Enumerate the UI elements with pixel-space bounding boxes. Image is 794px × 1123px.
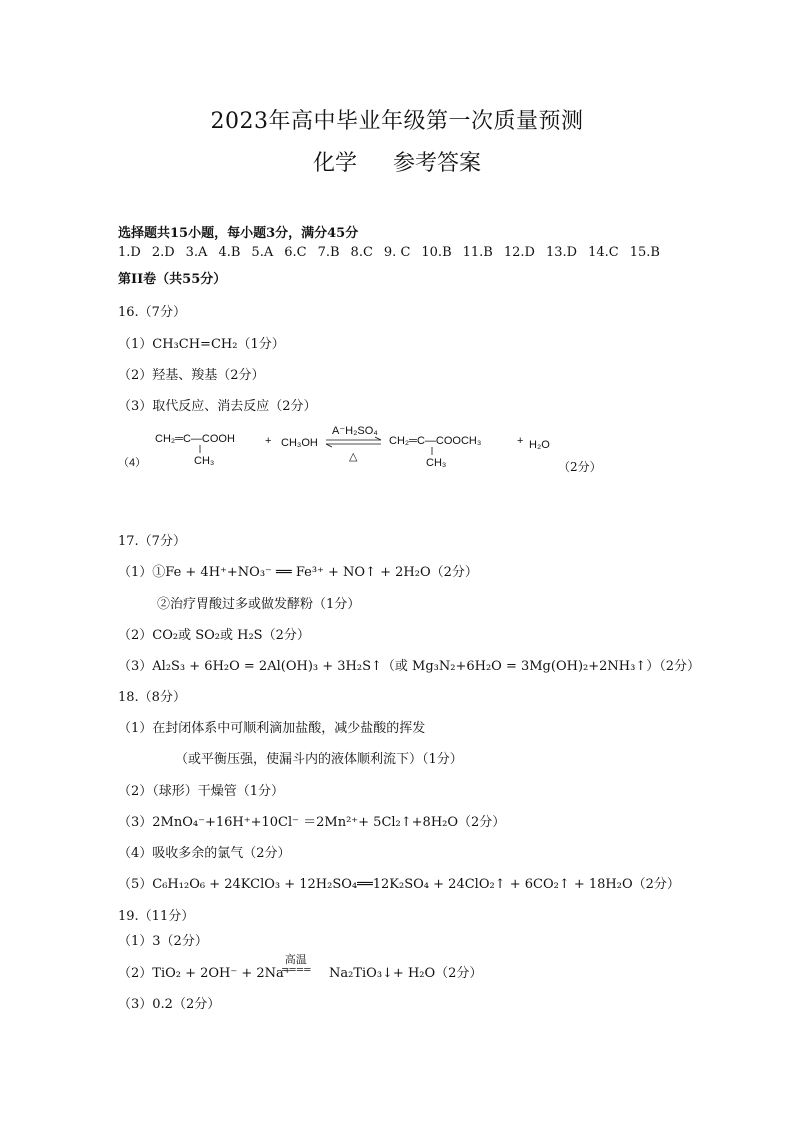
q17-title: 17.（7分） xyxy=(118,534,186,549)
q18-title: 18.（8分） xyxy=(118,690,186,705)
q19-answer-3: （3）0.2（2分） xyxy=(118,997,221,1012)
doc-label: 参考答案 xyxy=(393,151,482,176)
answer-key-item: 5.A xyxy=(251,245,274,260)
answer-key-item: 1.D xyxy=(118,245,141,260)
subject-label: 化学 xyxy=(312,151,357,176)
answer-key-item: 15.B xyxy=(629,245,660,260)
answer-key-item: 13.D xyxy=(545,245,578,260)
answer-key-item: 6.C xyxy=(284,245,307,260)
section2-heading: 第II卷（共55分） xyxy=(118,272,227,287)
q17-answer-2: （2）CO₂或 SO₂或 H₂S（2分） xyxy=(118,628,310,643)
reactant-methanol: CH₃OH xyxy=(281,437,318,449)
high-temp-condition xyxy=(281,954,311,976)
q17-answer-3: （3）Al₂S₃ + 6H₂O = 2Al(OH)₃ + 3H₂S↑（或 Mg₃N₂+6H₂O = 3Mg(OH)₂+2NH₃↑）（2分） xyxy=(118,659,700,674)
q19-title: 19.（11分） xyxy=(118,909,195,924)
q16-title: 16.（7分） xyxy=(118,305,186,320)
q16-answer-1: （1）CH₃CH=CH₂（1分） xyxy=(118,337,285,352)
reactant-acid-methyl: CH₃ xyxy=(194,455,215,467)
answer-key-item: 10.B xyxy=(421,245,452,260)
q18-answer-1b: （或平衡压强，使漏斗内的液体顺利流下）（1分） xyxy=(175,752,463,767)
q16-answer-4-score: （2分） xyxy=(558,460,602,474)
answer-key-item: 12.D xyxy=(503,245,535,260)
q16-answer-3: （3）取代反应、消去反应（2分） xyxy=(118,399,317,414)
q18-answer-3: （3）2MnO₄⁻+16H⁺+10Cl⁻ ＝2Mn²⁺+ 5Cl₂↑+8H₂O（2分） xyxy=(118,815,506,830)
high-temp-label: 高温 xyxy=(284,953,307,966)
q17-answer-1a: （1）①Fe + 4H⁺+NO₃⁻ ══ Fe³⁺ + NO↑ + 2H₂O（2分） xyxy=(118,565,478,580)
plus-sign-2: + xyxy=(517,435,524,447)
q17-answer-1b: ②治疗胃酸过多或做发酵粉（1分） xyxy=(157,597,361,612)
answer-key-item: 8.C xyxy=(350,245,373,260)
q16-answer-4-label: （4） xyxy=(118,457,147,469)
product-water: H₂O xyxy=(529,439,550,451)
answer-key-item: 9. C xyxy=(383,245,411,260)
plus-sign-1: + xyxy=(265,435,272,447)
section1-heading: 选择题共15小题，每小题3分，满分45分 xyxy=(118,226,359,241)
page-title: 2023年高中毕业年级第一次质量预测 xyxy=(210,109,584,134)
page-subtitle xyxy=(0,146,794,177)
answer-key-item: 2.D xyxy=(151,245,175,260)
answer-key-item: 4.B xyxy=(218,245,241,260)
q16-answer-2: （2）羟基、羧基（2分） xyxy=(118,368,265,383)
reaction-equals-arrow: ==== xyxy=(281,965,311,976)
q19-answer-2-right: Na₂TiO₃↓+ H₂O（2分） xyxy=(329,966,483,981)
answer-key-item: 7.B xyxy=(317,245,340,260)
q18-answer-5: （5）C₆H₁₂O₆ + 24KClO₃ + 12H₂SO₄══12K₂SO₄ + 24ClO₂↑ + 6CO₂↑ + 18H₂O（2分） xyxy=(118,877,680,892)
answer-key-item: 11.B xyxy=(462,245,493,260)
esterification-reaction xyxy=(118,422,678,482)
q19-answer-2-left: （2）TiO₂ + 2OH⁻ + 2Na⁺ xyxy=(118,966,291,981)
reaction-catalyst: A⁻H₂SO₄ xyxy=(332,425,378,437)
q18-answer-4: （4）吸收多余的氯气（2分） xyxy=(118,846,291,861)
q18-answer-1a: （1）在封闭体系中可顺利滴加盐酸，减少盐酸的挥发 xyxy=(118,721,426,736)
answer-key-row xyxy=(118,245,671,260)
heat-symbol: △ xyxy=(349,451,358,463)
product-ester: CH₂═C—COOCH₃ xyxy=(389,435,482,447)
reactant-acid: CH₂═C—COOH xyxy=(155,433,235,445)
q19-answer-1: （1）3（2分） xyxy=(118,934,208,949)
product-ester-methyl: CH₃ xyxy=(426,457,447,469)
q18-answer-2: （2）（球形）干燥管（1分） xyxy=(118,784,285,799)
answer-key-item: 14.C xyxy=(588,245,619,260)
answer-key-item: 3.A xyxy=(185,245,208,260)
